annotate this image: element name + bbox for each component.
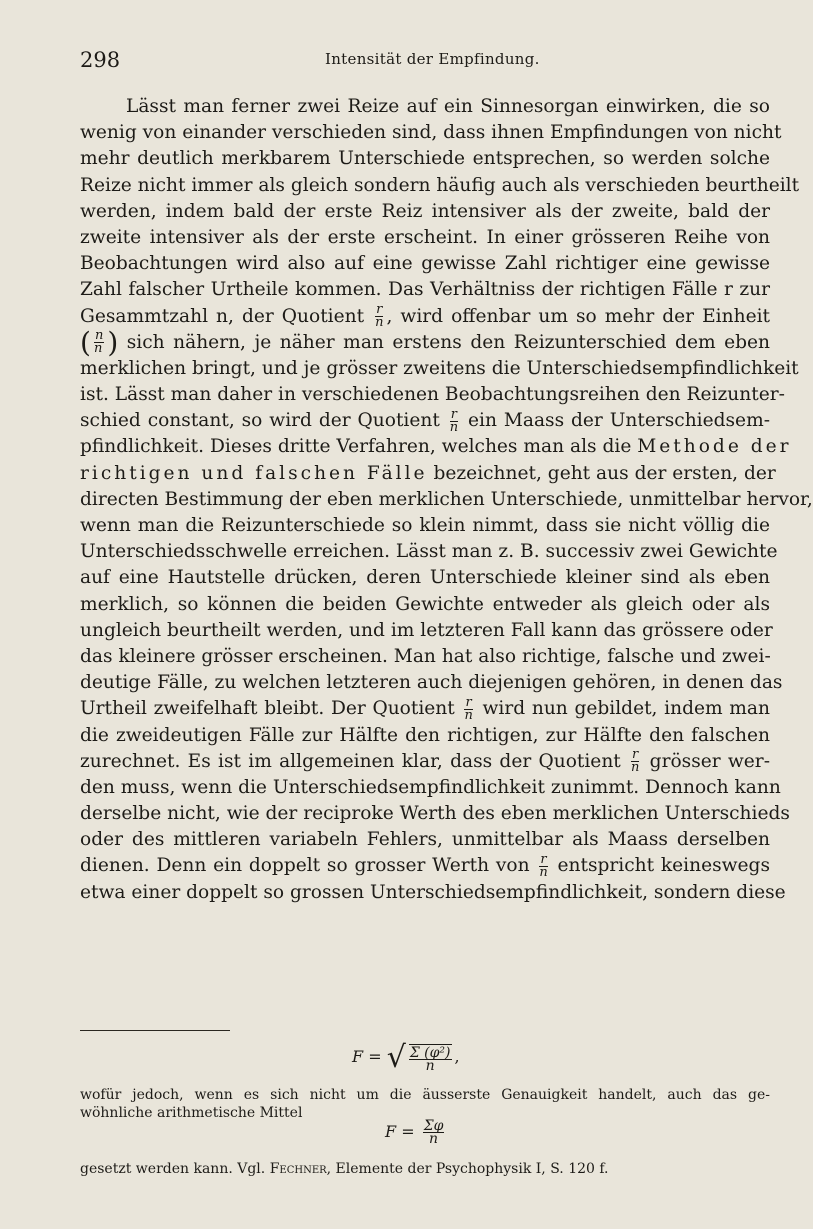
text-line: mehr deutlich merkbarem Unterschiede entsprechen, so werden solche: [80, 148, 770, 170]
footnote-line: wofür jedoch, wenn es sich nicht um die äusserste Genauigkeit handelt, auch das ge-: [80, 1087, 770, 1103]
fraction: [539, 851, 548, 880]
comma: ,: [454, 1047, 460, 1066]
fraction-numerator: r: [465, 694, 472, 710]
text-line: ungleich beurtheilt werden, und im letzteren Fall kann das grössere oder: [80, 619, 773, 641]
text-line: [80, 853, 770, 879]
text-segment: schied constant, so wird der Quotient: [80, 410, 440, 432]
fraction-numerator: n: [94, 328, 104, 344]
fraction-numerator: r: [376, 302, 383, 317]
paren-open: (: [80, 325, 91, 359]
fraction-numerator: r: [540, 851, 547, 867]
text-line: [80, 434, 792, 460]
fraction-denominator: n: [93, 341, 103, 357]
fraction-numerator: r: [450, 406, 457, 422]
text-line: Beobachtungen wird also auf eine gewisse Zahl richtiger eine gewisse: [80, 253, 770, 275]
page-header: [80, 48, 770, 78]
paren-close: ): [107, 325, 119, 359]
footnote-line: [80, 1160, 770, 1178]
fraction-denominator: n: [464, 707, 473, 723]
fraction-denominator: n: [425, 1057, 435, 1074]
text-segment: bezeichnet, geht aus der ersten, der: [433, 462, 776, 484]
fraction: [94, 330, 104, 355]
spaced-term: richtigen und falschen Fälle: [80, 462, 428, 484]
text-line: auf eine Hautstelle drücken, deren Unterschiede kleiner sind als eben: [80, 567, 770, 589]
footnote-line: wöhnliche arithmetische Mittel: [80, 1105, 303, 1121]
formula-lhs: F =: [352, 1047, 382, 1066]
text-segment: gesetzt werden kann. Vgl.: [80, 1161, 266, 1177]
text-line: Reize nicht immer als gleich sondern häufig auch als verschieden beurtheilt: [80, 174, 800, 196]
text-line: Zahl falscher Urtheile kommen. Das Verhältniss der richtigen Fälle r zur: [80, 279, 770, 301]
text-segment: sich nähern, je näher man erstens den Reizunterschied dem eben: [126, 331, 770, 353]
text-line: merklich, so können die beiden Gewichte entweder als gleich oder als: [80, 593, 770, 615]
text-segment: Urtheil zweifelhaft bleibt. Der Quotient: [80, 698, 455, 720]
fraction-denominator: n: [429, 1131, 439, 1147]
body-text: [80, 94, 813, 906]
text-line: etwa einer doppelt so grossen Unterschiedsempfindlichkeit, sondern diese: [80, 881, 786, 903]
text-line: [80, 696, 770, 722]
text-segment: , wird offenbar um so mehr der Einheit: [386, 305, 770, 327]
author-name: Fechner: [269, 1161, 327, 1177]
sqrt-sign: √: [386, 1040, 406, 1075]
fraction: [375, 304, 383, 329]
running-title: Intensität der Empfindung.: [325, 50, 540, 68]
text-line: [80, 461, 776, 487]
text-line: Lässt man ferner zwei Reize auf ein Sinnesorgan einwirken, die so: [126, 96, 770, 117]
text-line: werden, indem bald der erste Reiz intensiver als der zweite, bald der: [80, 200, 770, 222]
fraction-numerator: r: [632, 747, 639, 763]
formula-lhs: F =: [385, 1122, 415, 1141]
text-line: deutige Fälle, zu welchen letzteren auch diejenigen gehören, in denen das: [80, 672, 783, 694]
text-line: [80, 304, 770, 330]
text-segment: pfindlichkeit. Dieses dritte Verfahren, welches man als die: [80, 436, 632, 458]
text-line: zweite intensiver als der erste erscheint. In einer grösseren Reihe von: [80, 226, 770, 248]
fraction-denominator: n: [449, 419, 459, 435]
text-line: ist. Lässt man daher in verschiedenen Beobachtungsreihen den Reizunter-: [80, 384, 785, 406]
fraction: [464, 694, 473, 723]
fraction: [449, 406, 459, 435]
text-segment: Gesammtzahl n, der Quotient: [80, 305, 365, 327]
page-number: 298: [80, 48, 121, 72]
text-line: die zweideutigen Fälle zur Hälfte den richtigen, zur Hälfte den falschen: [80, 724, 770, 746]
fraction-denominator: n: [539, 864, 548, 880]
fraction: [409, 1044, 452, 1072]
footnote-reference: [80, 1160, 770, 1178]
text-line: merklichen bringt, und je grösser zweitens die Unterschiedsempfindlichkeit: [80, 357, 799, 379]
fraction-denominator: n: [375, 315, 384, 330]
fraction-numerator: Σφ: [423, 1118, 444, 1134]
text-segment: , Elemente der Psychophysik I, S. 120 f.: [326, 1161, 609, 1177]
text-line: directen Bestimmung der eben merklichen Unterschiede, unmittelbar hervor,: [80, 488, 813, 510]
text-segment: wird nun gebildet, indem man: [482, 698, 770, 720]
text-line: wenn man die Reizunterschiede so klein nimmt, dass sie nicht völlig die: [80, 515, 770, 536]
text-line: Unterschiedsschwelle erreichen. Lässt man z. B. successiv zwei Gewichte: [80, 541, 778, 563]
text-line: [80, 408, 770, 434]
text-line: den muss, wenn die Unterschiedsempfindlichkeit zunimmt. Dennoch kann: [80, 776, 781, 798]
text-segment: zurechnet. Es ist im allgemeinen klar, dass der Quotient: [80, 750, 621, 772]
footnote-text: [80, 1086, 770, 1122]
formula-mean: [385, 1120, 447, 1145]
fraction-numerator: Σ (φ²): [409, 1044, 451, 1061]
text-line: das kleinere grösser erscheinen. Man hat also richtige, falsche und zwei-: [80, 645, 771, 667]
text-line: wenig von einander verschieden sind, dass ihnen Empfindungen von nicht: [80, 122, 782, 144]
text-line: derselbe nicht, wie der reciproke Werth des eben merklichen Unterschieds: [80, 803, 790, 825]
formula-sqrt: [352, 1040, 460, 1075]
fraction-denominator: n: [631, 760, 640, 776]
text-segment: entspricht keineswegs: [557, 855, 770, 877]
text-segment: grösser wer-: [649, 750, 770, 772]
text-segment: dienen. Denn ein doppelt so grosser Werth von: [80, 855, 530, 877]
text-segment: ein Maass der Unterschiedsem-: [468, 410, 770, 432]
fraction: [423, 1120, 445, 1145]
fraction: [631, 749, 639, 774]
text-line: oder des mittleren variabeln Fehlers, unmittelbar als Maass derselben: [80, 829, 770, 851]
footnote-rule: [80, 1030, 230, 1031]
text-line: [80, 749, 770, 775]
text-line: [80, 325, 770, 359]
spaced-term: Methode der: [637, 436, 792, 458]
